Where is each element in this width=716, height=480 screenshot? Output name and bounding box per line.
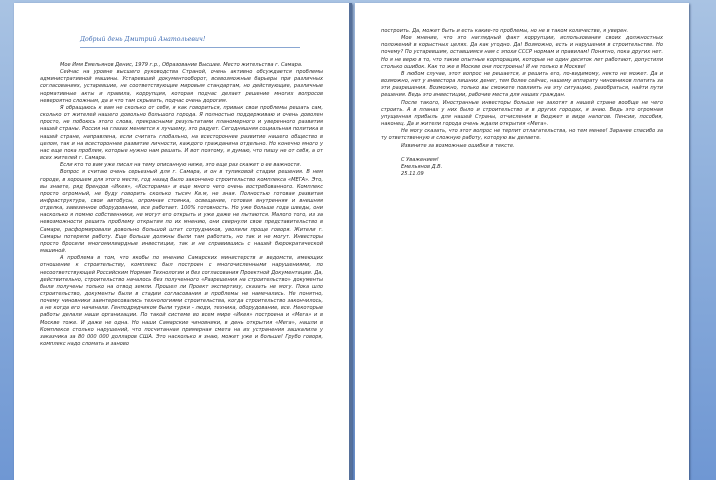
paragraph: В любом случае, этот вопрос не решается, и решить его, по-видимому, некто не может. Да и возможно, нет у инвестора лишних денег, тем более сейчас, нашему аппарату чиновников платить за эти разрешения. Возможно, только вы сможете повлиять на эту ситуацию, разобраться, найти пути решения. Ведь это инвестиции, рабочие места для наших граждан. bbox=[381, 70, 663, 99]
signature-date: 25.11.09 bbox=[401, 170, 424, 177]
paragraph: Мое мнение, что это наглядный факт коррупции, использования своих должностных положений в корыстных целях. Да как угодно. Да! Возможно, есть и нарушения в строительстве. Но почему? По устаревшим, оставшимся нам с эпохи СССР нормам и правилам! Понятно, пока других нет. Но я не верю в то, что такие опытные корпорации, которые не один десяток лет работают, допустили столько ошибок. Как то же в Москве они построены! И не только в Москве! bbox=[381, 35, 663, 70]
page2-body bbox=[381, 28, 663, 178]
document-page-1[interactable] bbox=[14, 3, 352, 480]
greeting-heading: Добрый день Дмитрий Анатольевич! bbox=[80, 36, 300, 48]
paragraph: построить. Да, может быть и есть какие-то проблемы, но не в таком количестве, я уверен. bbox=[381, 28, 629, 34]
paragraph: Мое Имя Емельянов Денис, 1979 г.р., Образование Высшее. Место жительства г. Самара. bbox=[60, 62, 303, 68]
paragraph: После такого, Иностранные инвесторы больше не захотят в нашей стране вообще не чего строить. А в планах у них было и строительство и в других городах, я знаю. Ведь это огромная упущенная прибыль для нашей Страны, отчисления в бюджет в виде налогов. Пенсии, пособия, наконец. Да и жители города очень ждали открытия «Мега». bbox=[381, 99, 663, 128]
page1-body bbox=[40, 62, 323, 348]
paragraph: Не могу сказать, что этот вопрос не терпит отлагательства, но тем менее! Заранее спасибо за ту ответственную и сложную работу, которую вы делаете. bbox=[381, 128, 663, 142]
signature-closing: С Уважением! bbox=[401, 156, 439, 163]
signature-block bbox=[381, 157, 663, 178]
paragraph: Вопрос я считаю очень серьезный для г. Самара, и он в тупиковой стадии решения. В нем городе, в хорошем для этого месте, год назад было закончено строительство комплекса «МЕГА». Это, вы знаете, ряд брендов «Икея», «Косторама» и еще много чего очень востребованного. Комплекс просто огромный, не буду говорить сколько тысяч Кв.м, не зная. Полностью готовая развитая инфраструктура, свои автобусы, огромная стоянка, освещение, готовая внутренняя и внешняя отделка, завезенное оборудование, все работает. 100% готовность. Но уже больше года шведы, они насколько я помню собственники, не могут его открыть и уже даже не пытаются. Малого того, из за невозможности решить проблему открытия по их мнению, они свернули свое представительство в Самаре, расформировали довольно большой штат сотрудников, уволили проще говоря. Жители г. Самары потеряли работу. Еще больше должны были там работать, но так и не могут. Инвесторы просто бросили многомилиардные инвестиции, так и не справившись с нашей бюрократической машиной. bbox=[40, 169, 323, 255]
document-page-2[interactable] bbox=[355, 3, 689, 480]
signature-name: Емельянов Д.В. bbox=[401, 163, 443, 170]
paragraph: А проблема в том, что якобы по мнению Самарских министерств и ведомств, имеющих отношение к строительству, комплекс был построен с многочисленными нарушениями, по несоответствующей Российским Нормам Технологии и без согласования Проектной Документации. Да, действительно, строительство началось без полученного «Разрешения на строительство» документы были получены только на отвод земли. Прошел ли Проект экспертизу, сказать не могу. Пока шло строительство, документы были в стадии согласования и проблемы не намечались. Не понятно, почему чиновники заинтересовались технологиями строительства, когда строительство закончилось, а не когда его начинали. Генподрядчиком были турки - люди, техника, оборудование, все. Некоторые работы делали наши организации. По такой системе во всем мире «Икея» построена и «Мега» и в Москве тоже. И даже не одна. Но наши Самарские чиновники, в день открытия «Мега», нашли в Комплексе столько нарушений, что посчитанная примерная смета на их устранения зашкалила у заказчика за 80 000 000 долларов США. Это насколько я знаю, может уже и больше! Грубо говоря, комплекс надо сломать и заново bbox=[40, 255, 323, 348]
paragraph: Я обращаюсь к вам не сколько от себя, я как говориться, привык свои проблемы решать сам, сколько от жителей нашего довольно большого города. Я полностью поддерживаю и очень доволен просто, не побоюсь этого слова, прекрасными результатами планомерного и уверенного развития нашей страны. Россия на глазах меняется к лучшему, это радует. Сегодняшняя социальная политика в нашей стране, направлена, если считать глобально, на всестороннее развитие нашего общество в целом, так и на всестороннее развитие личности, каждого гражданина отдельно. Но конечно много у нас еще пока проблем, которые нужно нам решать. И вот поэтому, я думаю, что пишу не от себя, а от всех жителей г. Самара. bbox=[40, 104, 323, 162]
paragraph: Сейчас на уровне высшего руководства Страной, очень активно обсуждается проблемы административной машины. Устаревший документооборот, всевозможные барьеры при различных согласованиях, устаревшие, не соответствующие мировым стандартам, но действующие, различные нормативные акты и правила, коррупция, которая подчас делает решение многих вопросов невероятно сложным, да и что там скрывать, подчас очень дорогим. bbox=[40, 69, 323, 104]
paragraph: Извините за возможные ошибки в тексте. bbox=[401, 142, 515, 149]
paragraph: Если кто то вам уже писал на тему описанную ниже, это еще раз скажет о ее важности. bbox=[60, 162, 302, 169]
